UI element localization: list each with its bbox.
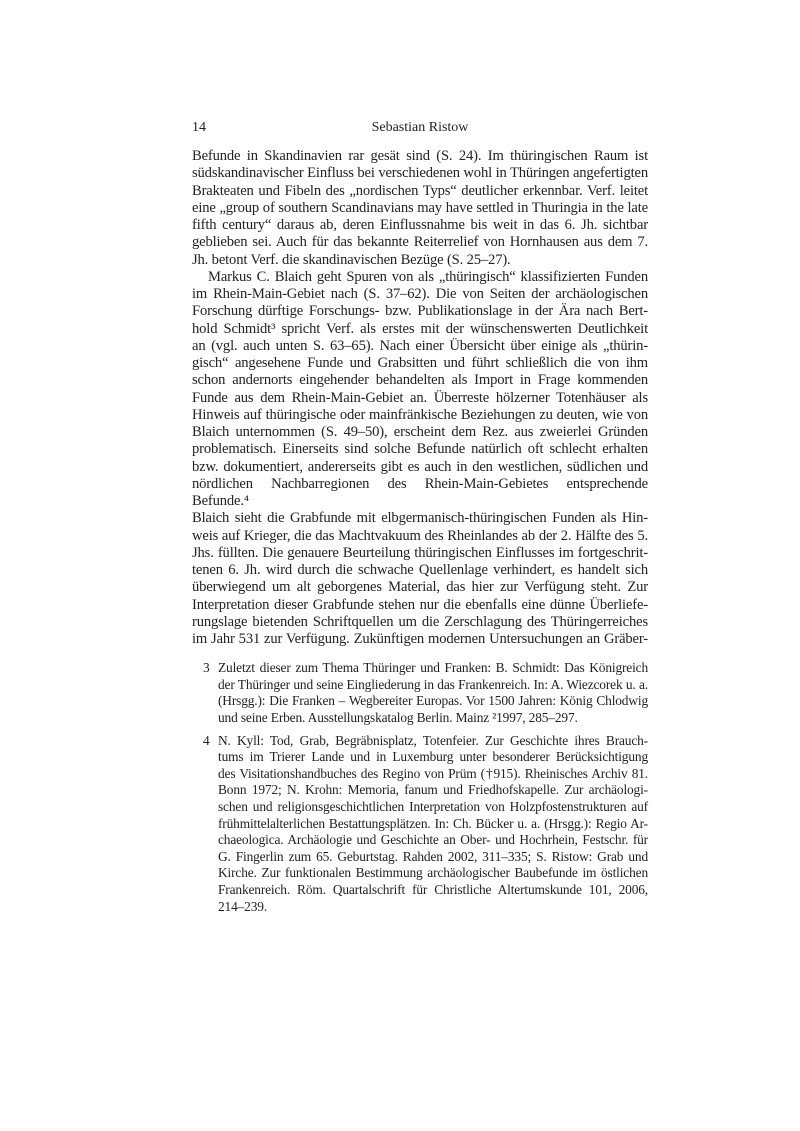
text-line: an (vgl. auch unten S. 63–65). Nach einer Übersicht über einige als „thürin- (192, 337, 648, 354)
text-line: Blaich unternommen (S. 49–50), erscheint dem Rez. aus zweierlei Gründen (192, 424, 648, 440)
text-line: problematisch. Einerseits sind solche Befunde natürlich oft schlecht erhalten (192, 441, 648, 458)
text-line: geblieben sei. Auch für das bekannte Reiterrelief von Hornhausen aus dem 7. (192, 234, 648, 251)
page-content (192, 148, 648, 921)
text-line: Forschung dürftige Forschungs- bzw. Publikationslage in der Ära nach Bert- (192, 303, 648, 320)
text-line: hold Schmidt³ spricht Verf. als erstes mit der wünschenswerten Deutlichkeit (192, 320, 648, 337)
text-line: im Rhein-Main-Gebiet nach (S. 37–62). Die von Seiten der archäologischen (192, 286, 648, 302)
text-line: Funde aus dem Rhein-Main-Gebiet an. Überreste hölzerner Totenhäuser als (192, 389, 648, 406)
text-line: gisch“ angesehene Funde und Grabsitten und führt schließlich die von ihm (192, 355, 648, 371)
paragraph (192, 269, 648, 649)
text-line: überwiegend um alt geborgenes Material, das hier zur Verfügung steht. Zur (192, 579, 648, 596)
text-line: nördlichen Nachbarregionen des Rhein-Main-Gebietes entsprechende Befunde.⁴ (192, 475, 648, 509)
footnote-number: 3 (203, 660, 210, 676)
running-head-author: Sebastian Ristow (371, 120, 469, 135)
text-line: südskandinavischer Einfluss bei verschiedenen wohl in Thüringen angefertigten (192, 165, 648, 182)
footnote-line: frühmittelalterlichen Bestattungsplätzen. In: Ch. Bücker u. a. (Hrsgg.): Regio Ar- (218, 815, 648, 831)
footnote-line: Kirche. Zur funktionalen Bestimmung archäologischer Baubefunde im östlichen (218, 865, 648, 881)
text-line: fifth century“ daraus ab, deren Einflussnahme bis weit in das 6. Jh. sichtbar (192, 217, 648, 233)
footnote-line: N. Kyll: Tod, Grab, Begräbnisplatz, Totenfeier. Zur Geschichte ihres Brauch- (218, 732, 648, 748)
text-line: Jhs. füllten. Die genauere Beurteilung thüringischen Einflusses im fortgeschrit- (192, 544, 648, 561)
footnote-line: Zuletzt dieser zum Thema Thüringer und Franken: B. Schmidt: Das Königreich (218, 660, 648, 676)
footnote-line: G. Fingerlin zum 65. Geburtstag. Rahden 2002, 311–335; S. Ristow: Grab und (218, 848, 648, 864)
text-line: Hinweis auf thüringische oder mainfränkische Beziehungen zu deuten, wie von (192, 406, 648, 423)
footnote-line: tums im Trierer Lande und in Luxemburg unter besonderer Berücksichtigung (218, 749, 648, 765)
text-line: eine „group of southern Scandinavians may have settled in Thuringia in the late (192, 199, 648, 216)
footnote-line: der Thüringer und seine Eingliederung in das Frankenreich. In: A. Wiezcorek u. a. (218, 676, 648, 692)
running-header (192, 119, 648, 136)
paragraph (192, 148, 648, 269)
footnote-number: 4 (203, 732, 210, 748)
text-line: rungslage bietenden Schriftquellen um die Zerschlagung des Thüringerreiches (192, 613, 648, 630)
footnote (192, 733, 648, 916)
footnote-line: chaeologica. Archäologie und Geschichte an Ober- und Hochrhein, Festschr. für (218, 832, 648, 848)
footnotes (192, 660, 648, 915)
text-line: weis auf Krieger, die das Machtvakuum des Rheinlandes ab der 2. Hälfte des 5. (192, 527, 648, 544)
text-line: im Jahr 531 zur Verfügung. Zukünftigen modernen Untersuchungen an Gräber- (192, 631, 648, 647)
page-number: 14 (192, 120, 206, 135)
footnote-line: 214–239. (218, 898, 268, 914)
text-line: Brakteaten und Fibeln des „nordischen Typs“ deutlicher erkennbar. Verf. leitet (192, 182, 648, 199)
footnote-line: (Hrsgg.): Die Franken – Wegbereiter Europas. Vor 1500 Jahren: König Chlodwig (218, 693, 648, 709)
footnote-line: schen und religionsgeschichtlichen Interpretation von Holzpfostenstrukturen auf (218, 799, 648, 814)
footnote-line: des Visitationshandbuches des Regino von Prüm (†915). Rheinisches Archiv 81. (218, 765, 648, 781)
footnote-line: Bonn 1972; N. Krohn: Memoria, fanum und Friedhofskapelle. Zur archäologi- (218, 782, 648, 798)
footnote-line: und seine Erben. Ausstellungskatalog Berlin. Mainz ²1997, 285–297. (218, 710, 578, 726)
text-line: Markus C. Blaich geht Spuren von als „thüringisch“ klassifizierten Funden (208, 268, 648, 285)
text-line: bzw. dokumentiert, andererseits gibt es auch in den westlichen, südlichen und (192, 458, 648, 475)
footnote-line: Frankenreich. Röm. Quartalschrift für Christliche Altertumskunde 101, 2006, (218, 881, 648, 897)
text-line: tenen 6. Jh. wird durch die schwache Quellenlage verhindert, es handelt sich (192, 562, 648, 578)
text-line: Blaich sieht die Grabfunde mit elbgermanisch-thüringischen Funden als Hin- (192, 510, 648, 527)
text-line: Befunde in Skandinavien rar gesät sind (S. 24). Im thüringischen Raum ist (192, 148, 648, 164)
text-line: Interpretation dieser Grabfunde stehen nur die ebenfalls eine dünne Überliefe- (192, 596, 648, 613)
text-line: schon andernorts eingehender behandelten als Import in Frage kommenden (192, 372, 648, 389)
footnote (192, 660, 648, 726)
body-text (192, 148, 648, 648)
text-line: Jh. betont Verf. die skandinavischen Bezüge (S. 25–27). (192, 251, 511, 268)
